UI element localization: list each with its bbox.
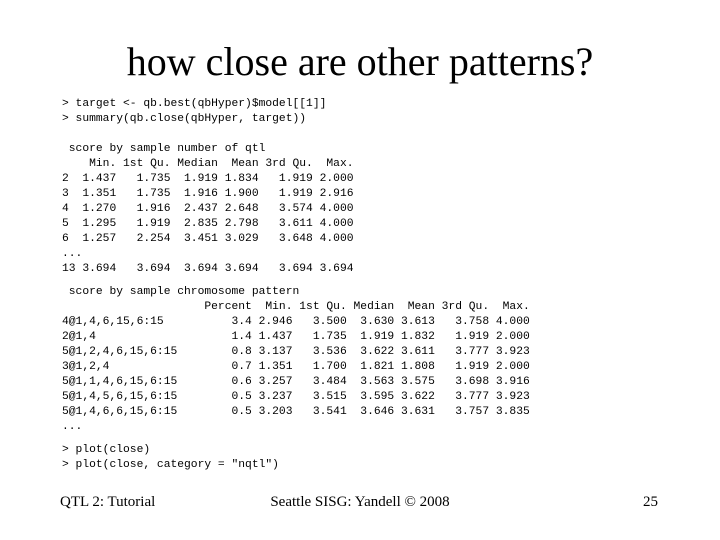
table-row: 5@1,4,5,6,15,6:15 0.5 3.237 3.515 3.595 3.622 3.777 3.923 bbox=[62, 391, 530, 403]
slide-number: 25 bbox=[643, 494, 658, 510]
table-row: 3 1.351 1.735 1.916 1.900 1.919 2.916 bbox=[62, 188, 354, 200]
table-row: 5@1,2,4,6,15,6:15 0.8 3.137 3.536 3.622 3.611 3.777 3.923 bbox=[62, 346, 530, 358]
table-ellipsis: ... bbox=[62, 248, 83, 260]
table-row: 5@1,4,6,6,15,6:15 0.5 3.203 3.541 3.646 3.631 3.757 3.835 bbox=[62, 406, 530, 418]
footer-author: Seattle SISG: Yandell © 2008 bbox=[270, 494, 450, 510]
table-row: 6 1.257 2.254 3.451 3.029 3.648 4.000 bbox=[62, 233, 354, 245]
table-header: Percent Min. 1st Qu. Median Mean 3rd Qu. Max. bbox=[62, 301, 530, 313]
table-row: 4@1,4,6,15,6:15 3.4 2.946 3.500 3.630 3.613 3.758 4.000 bbox=[62, 316, 530, 328]
slide-title: how close are other patterns? bbox=[126, 39, 594, 84]
table-ellipsis: ... bbox=[62, 421, 83, 433]
table-header: Min. 1st Qu. Median Mean 3rd Qu. Max. bbox=[62, 158, 354, 170]
table-row: 2@1,4 1.4 1.437 1.735 1.919 1.832 1.919 2.000 bbox=[62, 331, 530, 343]
code-commands-bottom bbox=[62, 443, 279, 473]
output-table-chromosome-pattern bbox=[62, 285, 530, 435]
code-line: > summary(qb.close(qbHyper, target)) bbox=[62, 113, 307, 125]
code-commands-top bbox=[62, 97, 326, 127]
table-row: 5 1.295 1.919 2.835 2.798 3.611 4.000 bbox=[62, 218, 354, 230]
output-table-number-of-qtl bbox=[62, 142, 354, 277]
table-row: 2 1.437 1.735 1.919 1.834 1.919 2.000 bbox=[62, 173, 354, 185]
code-line: > plot(close) bbox=[62, 444, 151, 456]
table-row: 3@1,2,4 0.7 1.351 1.700 1.821 1.808 1.919 2.000 bbox=[62, 361, 530, 373]
table-caption: score by sample chromosome pattern bbox=[62, 286, 300, 298]
table-row: 4 1.270 1.916 2.437 2.648 3.574 4.000 bbox=[62, 203, 354, 215]
footer-course: QTL 2: Tutorial bbox=[60, 494, 156, 510]
table-caption: score by sample number of qtl bbox=[62, 143, 266, 155]
table-row: 13 3.694 3.694 3.694 3.694 3.694 3.694 bbox=[62, 263, 354, 275]
table-row: 5@1,1,4,6,15,6:15 0.6 3.257 3.484 3.563 3.575 3.698 3.916 bbox=[62, 376, 530, 388]
code-line: > target <- qb.best(qbHyper)$model[[1]] bbox=[62, 98, 327, 110]
code-line: > plot(close, category = "nqtl") bbox=[62, 459, 279, 471]
